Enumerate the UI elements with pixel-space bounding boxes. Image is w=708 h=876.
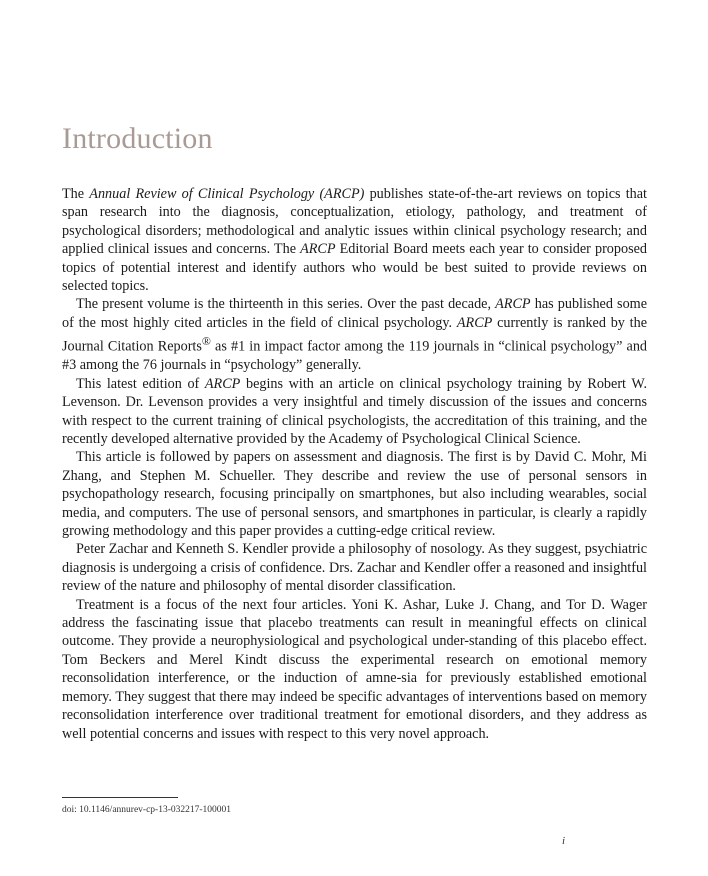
journal-name-italic: Annual Review of Clinical Psychology (ARCP) (89, 186, 365, 202)
page-number: i (562, 835, 566, 847)
footnote-rule (62, 797, 178, 798)
article-body (62, 185, 647, 743)
page-title: Introduction (62, 122, 213, 155)
paragraph-5: Peter Zachar and Kenneth S. Kendler provide a philosophy of nosology. As they suggest, psychiatric diagnosis is undergoing a crisis of confidence. Drs. Zachar and Kendler offer a reasoned and insightful review of the nature and philosophy of mental disorder classification. (62, 541, 647, 595)
paragraph-1: The Annual Review of Clinical Psychology (ARCP) publishes state-of-the-art reviews on topics that span research into the diagnosis, conceptualization, etiology, pathology, and treatment of psychological disorders; methodological and analytic issues within clinical psychology research; and applied clinical issues and concerns. The ARCP Editorial Board meets each year to consider proposed topics of potential interest and identify authors who would be best suited to provide reviews on selected topics. (62, 186, 647, 295)
journal-abbrev-italic: ARCP (495, 296, 531, 313)
paragraph-2: The present volume is the thirteenth in this series. Over the past decade, ARCP has published some of the most highly cited articles in the field of clinical psychology. ARCP currently is ranked by the Journal Citation Reports® as #1 in impact factor among the 119 journals in “clinical psychology” and #3 among the 76 journals in “psychology” generally. (62, 296, 648, 374)
paragraph-4: This article is followed by papers on assessment and diagnosis. The first is by David C. Mohr, Mi Zhang, and Stephen M. Schueller. They describe and review the use of personal sensors in psychopathology research, focusing principally on smartphones, but also including wearables, social media, and computers. The use of personal sensors, and smartphones in particular, is clearly a rapidly growing methodology and this paper provides a cutting-edge critical review. (62, 449, 647, 540)
doi-footnote: doi: 10.1146/annurev-cp-13-032217-100001 (62, 805, 232, 815)
paragraph-3: This latest edition of ARCP begins with an article on clinical psychology training by Robert W. Levenson. Dr. Levenson provides a very insightful and timely discussion of the issues and concerns with respect to the current training of clinical psychologists, the accreditation of this training, and the recently developed alternative provided by the Academy of Psychological Clinical Science. (62, 375, 647, 448)
journal-abbrev-italic: ARCP (300, 241, 336, 258)
paragraph-6: Treatment is a focus of the next four articles. Yoni K. Ashar, Luke J. Chang, and Tor D. Wager address the fascinating issue that placebo treatments can result in meaningful effects on clinical outcome. They provide a neurophysiological and psychological under-standing of this placebo effect. Tom Beckers and Merel Kindt discuss the experimental research on emotional memory reconsolidation interference, or the induction of amne-sia for previously established emotional memory. They suggest that there may indeed be specific advantages of interventions based on memory reconsolidation interference over traditional treatment for emotional disorders, and they address as well potential concerns and issues with respect to this very novel approach. (62, 596, 647, 742)
journal-abbrev-italic: ARCP (456, 314, 493, 331)
journal-abbrev-italic: ARCP (204, 375, 241, 392)
registered-mark: ® (201, 334, 211, 349)
